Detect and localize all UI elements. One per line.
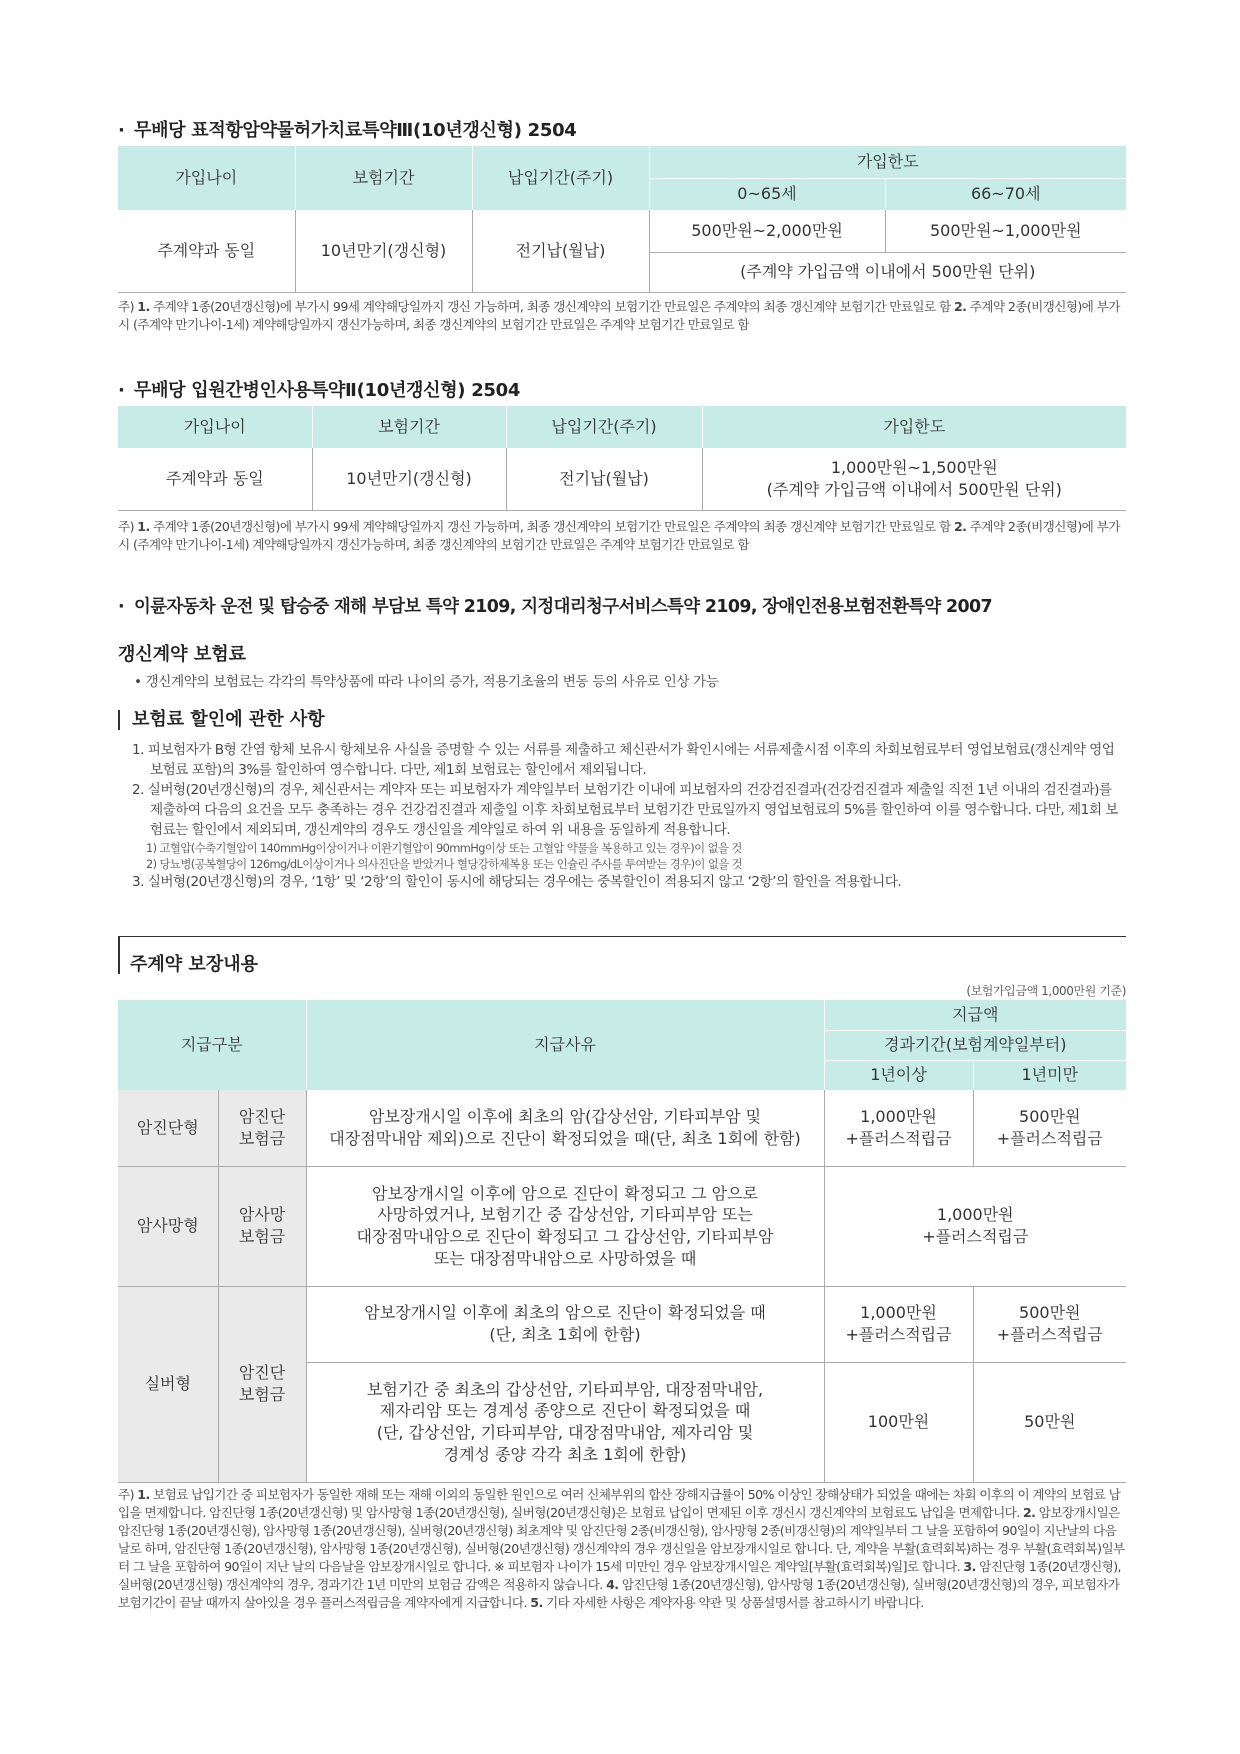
amount-line: +플러스적립금 [845, 1325, 952, 1344]
note-num: 4. [606, 1577, 619, 1592]
amount-line: +플러스적립금 [996, 1325, 1103, 1344]
reason-diag [306, 1090, 824, 1166]
header-period: 보험기간 [312, 406, 506, 448]
amount-silver-2-over: 100만원 [824, 1362, 973, 1482]
note-text: 암진단형 1종(20년갱신형), 암사망형 1종(20년갱신형), 실버형(20년갱신형)의 경우, 피보험자가 보험기간이 끝날 때까지 살아있을 경우 플러스적립금을 계약자에게 지급합니다. [118, 1577, 1120, 1610]
main-coverage-table [118, 1000, 1126, 1483]
cell-pay: 전기납(월납) [472, 210, 649, 292]
discount-item: 3. 실버형(20년갱신형)의 경우, ‘1항’ 및 ‘2항’의 할인이 동시에 해당되는 경우에는 중복할인이 적용되지 않고 ‘2항’의 할인을 적용합니다. [132, 874, 902, 890]
note-text: 암진단형 1종(20년갱신형), 실버형(20년갱신형) 갱신계약의 경우, 경과기간 1년 미만의 보험금 감액은 적용하지 않습니다. [118, 1559, 1121, 1592]
section2-title [118, 376, 520, 402]
header-age-b: 66~70세 [885, 178, 1126, 210]
header-age: 가입나이 [118, 406, 312, 448]
note-num: 1. [137, 1487, 150, 1502]
header-reason: 지급사유 [306, 1000, 824, 1090]
reason-line: 또는 대장점막내암으로 사망하였을 때 [433, 1248, 697, 1268]
renewal-title: 갱신계약 보험료 [118, 644, 246, 665]
note-text: 암보장개시일은 암진단형 1종(20년갱신형), 암사망형 1종(20년갱신형), 실버형(20년갱신형) 최초계약 및 암진단형 2종(비갱신형), 암사망형 2종(비갱신형)의 계약일부터 그 날을 포함하여 90일이 지난날의 다음날로 하며, 암진단형 1종(20년갱신형), 암사망형 1종(20년갱신형), 실버형(20년갱신형) 갱신계약의 경우 갱신일을 암보장개시일로 합니다. 단, 계약을 부활(효력회복)하는 경우 부활(효력회복)일부터 그 날을 포함하여 90일이 지난 날의 다음날을 암보장개시일로 합니다. ※ 피보험자 나이가 15세 미만인 경우 암보장개시일은 계약일[부활(효력회복)일]로 합니다. [118, 1505, 1125, 1574]
reason-line: 제자리암 또는 경계성 종양으로 진단이 확정되었을 때 [379, 1401, 751, 1421]
discount-sub-item: 1) 고혈압(수축기혈압이 140mmHg이상이거나 이완기혈압이 90mmHg이상 또는 고혈압 약물을 복용하고 있는 경우)이 없을 것 [146, 841, 742, 855]
reason-line: (단, 갑상선암, 기타피부암, 대장점막내암, 제자리암 및 [376, 1423, 754, 1442]
note-text: 주계약 2종(비갱신형)에 부가시 (주계약 만기나이-1세) 계약해당일까지 갱신가능하며, 최종 갱신계약의 보험기간 만료일은 주계약 보험기간 만료일로 함 [118, 519, 1120, 552]
amount-line: +플러스적립금 [845, 1128, 952, 1148]
discount-item: 1. 피보험자가 B형 간염 항체 보유시 항체보유 사실을 증명할 수 있는 서류를 제출하고 체신관서가 확인시에는 서류제출시점 이후의 차회보험료부터 영업보험료(갱신계약 영업보험료 포함)의 3%를 할인하여 영수합니다. 다만, 제1회 보험료는 할인에서 제외됩니다. [132, 742, 1115, 778]
section1-table [118, 146, 1126, 293]
reason-silver-1 [306, 1286, 824, 1362]
reason-line: 대장점막내암으로 진단이 확정되고 그 갑상선암, 기타피부암 [356, 1227, 774, 1246]
header-period: 보험기간 [295, 146, 472, 210]
reason-line: (단, 최초 1회에 한함) [489, 1325, 641, 1344]
section1-note [118, 298, 1126, 334]
note-num: 2. [1023, 1505, 1036, 1520]
amount-diag-over [824, 1090, 973, 1166]
reason-death [306, 1166, 824, 1286]
section2-title-text: 무배당 입원간병인사용특약Ⅱ(10년갱신형) 2504 [134, 380, 521, 401]
main-coverage-title: 주계약 보장내용 [130, 954, 258, 975]
benefit-line: 암진단 [238, 1107, 286, 1127]
header-pay: 납입기간(주기) [472, 146, 649, 210]
benefit-line: 암사망 [238, 1205, 286, 1225]
note-prefix: 주) [118, 519, 138, 534]
reason-line: 사망하였거나, 보험기간 중 갑상선암, 기타피부암 또는 [377, 1205, 753, 1225]
header-type: 지급구분 [118, 1000, 306, 1090]
reason-line: 경계성 종양 각각 최초 1회에 한함) [443, 1444, 687, 1464]
header-pay: 납입기간(주기) [506, 406, 702, 448]
cell-period: 10년만기(갱신형) [295, 210, 472, 292]
discount-list [132, 740, 1122, 892]
note-text: 주계약 1종(20년갱신형)에 부가시 99세 계약해당일까지 갱신 가능하며, 최종 갱신계약의 보험기간 만료일은 주계약의 최종 갱신계약 보험기간 만료일로 함 [149, 519, 954, 534]
bullet-dot: · [118, 597, 125, 617]
benefit-silver [218, 1286, 306, 1482]
cell-limit-b: 500만원~1,000만원 [885, 210, 1126, 252]
benefit-line: 보험금 [238, 1227, 286, 1246]
header-age: 가입나이 [118, 146, 295, 210]
note-text: 기타 자세한 사항은 계약자용 약관 및 상품설명서를 참고하시기 바랍니다. [542, 1595, 924, 1610]
note-num: 2. [953, 299, 967, 314]
reason-line: 대장점막내암 제외)으로 진단이 확정되었을 때(단, 최초 1회에 한함) [329, 1128, 801, 1148]
header-over1: 1년이상 [824, 1060, 973, 1090]
cell-limit [702, 448, 1126, 510]
cell-period: 10년만기(갱신형) [312, 448, 506, 510]
amount-line: +플러스적립금 [996, 1128, 1103, 1148]
section3-title-text: 이륜자동차 운전 및 탑승중 재해 부담보 특약 2109, 지정대리청구서비스특약 2109, 장애인전용보험전환특약 2007 [134, 597, 992, 617]
note-num: 5. [530, 1595, 543, 1610]
amount-diag-under [973, 1090, 1126, 1166]
amount-line: 1,000만원 [936, 1205, 1014, 1225]
cell-limit-note: (주계약 가입금액 이내에서 500만원 단위) [649, 252, 1126, 292]
basis-label: (보험가입금액 1,000만원 기준) [966, 984, 1126, 998]
section2-note [118, 518, 1126, 554]
main-coverage-frame [118, 936, 1126, 974]
header-age-a: 0~65세 [649, 178, 885, 210]
amount-silver-1-under [973, 1286, 1126, 1362]
amount-line: +플러스적립금 [922, 1227, 1029, 1246]
benefit-line: 암진단 [238, 1363, 286, 1383]
reason-line: 암보장개시일 이후에 최초의 암으로 진단이 확정되었을 때 [364, 1303, 766, 1323]
limit-line: 1,000만원~1,500만원 [830, 458, 998, 478]
limit-line: (주계약 가입금액 이내에서 500만원 단위) [766, 479, 1062, 499]
benefit-diag [218, 1090, 306, 1166]
note-prefix: 주) [118, 1487, 138, 1502]
benefit-line: 보험금 [238, 1385, 286, 1404]
reason-line: 암보장개시일 이후에 최초의 암(갑상선암, 기타피부암 및 [368, 1107, 762, 1127]
header-amount: 지급액 [824, 1000, 1126, 1030]
note-text: 보험료 납입기간 중 피보험자가 동일한 재해 또는 재해 이외의 동일한 원인으로 여러 신체부위의 합산 장해지급률이 50% 이상인 장해상태가 되었을 때에는 차회 이후의 이 계약의 보험료 납입을 면제합니다. 암진단형 1종(20년갱신형) 및 암사망형 1종(20년갱신형), 실버형(20년갱신형)은 보험료 납입이 면제된 이후 갱신시 갱신계약의 보험료도 납입을 면제합니다. [118, 1487, 1121, 1520]
note-num: 1. [137, 299, 150, 314]
bullet-dot: · [118, 380, 125, 401]
section1-title [118, 116, 577, 142]
benefit-death [218, 1166, 306, 1286]
amount-line: 1,000만원 [860, 1107, 937, 1127]
cell-pay: 전기납(월납) [506, 448, 702, 510]
discount-sub-item: 2) 당뇨병(공복혈당이 126mg/dL이상이거나 의사진단을 받았거나 혈당강하제복용 또는 인슐린 주사를 투여받는 경우)이 없을 것 [146, 857, 743, 871]
note-num: 1. [137, 519, 150, 534]
type-silver: 실버형 [118, 1286, 218, 1482]
bullet-dot: · [118, 120, 125, 141]
amount-silver-1-over [824, 1286, 973, 1362]
note-num: 2. [953, 519, 967, 534]
discount-title: 보험료 할인에 관한 사항 [118, 710, 325, 730]
reason-silver-2 [306, 1362, 824, 1482]
discount-item: 2. 실버형(20년갱신형)의 경우, 체신관서는 계약자 또는 피보험자가 계약일부터 보험기간 이내에 피보험자의 건강검진결과(건강검진결과 제출일 직전 1년 이내의 검진결과)를 제출하여 다음의 요건을 모두 충족하는 경우 건강검진결과 제출일 이후 차회보험료부터 보험기간 만료일까지 영업보험료의 5%를 할인하여 이를 영수합니다. 다만, 제1회 보험료는 할인에서 제외되며, 갱신계약의 경우도 갱신일을 계약일로 하여 위 내용을 동일하게 적용합니다. [132, 782, 1118, 838]
note-num: 3. [963, 1559, 976, 1574]
header-under1: 1년미만 [973, 1060, 1126, 1090]
cell-age: 주계약과 동일 [118, 448, 312, 510]
header-limit: 가입한도 [649, 146, 1126, 178]
type-death: 암사망형 [118, 1166, 218, 1286]
header-elapsed: 경과기간(보험계약일부터) [824, 1030, 1126, 1060]
amount-silver-2-under: 50만원 [973, 1362, 1126, 1482]
renewal-bullet: • 갱신계약의 보험료는 각각의 특약상품에 따라 나이의 증가, 적용기초율의 변동 등의 사유로 인상 가능 [134, 674, 719, 690]
reason-line: 보험기간 중 최초의 갑상선암, 기타피부암, 대장점막내암, [366, 1379, 764, 1399]
note-text: 주계약 2종(비갱신형)에 부가시 (주계약 만기나이-1세) 계약해당일까지 갱신가능하며, 최종 갱신계약의 보험기간 만료일은 주계약 보험기간 만료일로 함 [118, 299, 1120, 332]
amount-line: 1,000만원 [860, 1303, 937, 1323]
section2-table [118, 406, 1126, 511]
section3-title [118, 592, 992, 617]
note-prefix: 주) [118, 299, 138, 314]
amount-line: 500만원 [1019, 1303, 1081, 1323]
cell-age: 주계약과 동일 [118, 210, 295, 292]
header-limit: 가입한도 [702, 406, 1126, 448]
main-coverage-note [118, 1486, 1126, 1612]
note-text: 주계약 1종(20년갱신형)에 부가시 99세 계약해당일까지 갱신 가능하며, 최종 갱신계약의 보험기간 만료일은 주계약의 최종 갱신계약 보험기간 만료일로 함 [149, 299, 954, 314]
section1-title-text: 무배당 표적항암약물허가치료특약Ⅲ(10년갱신형) 2504 [134, 120, 577, 141]
reason-line: 암보장개시일 이후에 암으로 진단이 확정되고 그 암으로 [372, 1183, 759, 1203]
amount-death [824, 1166, 1126, 1286]
type-diag: 암진단형 [118, 1090, 218, 1166]
cell-limit-a: 500만원~2,000만원 [649, 210, 885, 252]
benefit-line: 보험금 [238, 1128, 286, 1148]
amount-line: 500만원 [1019, 1107, 1081, 1127]
